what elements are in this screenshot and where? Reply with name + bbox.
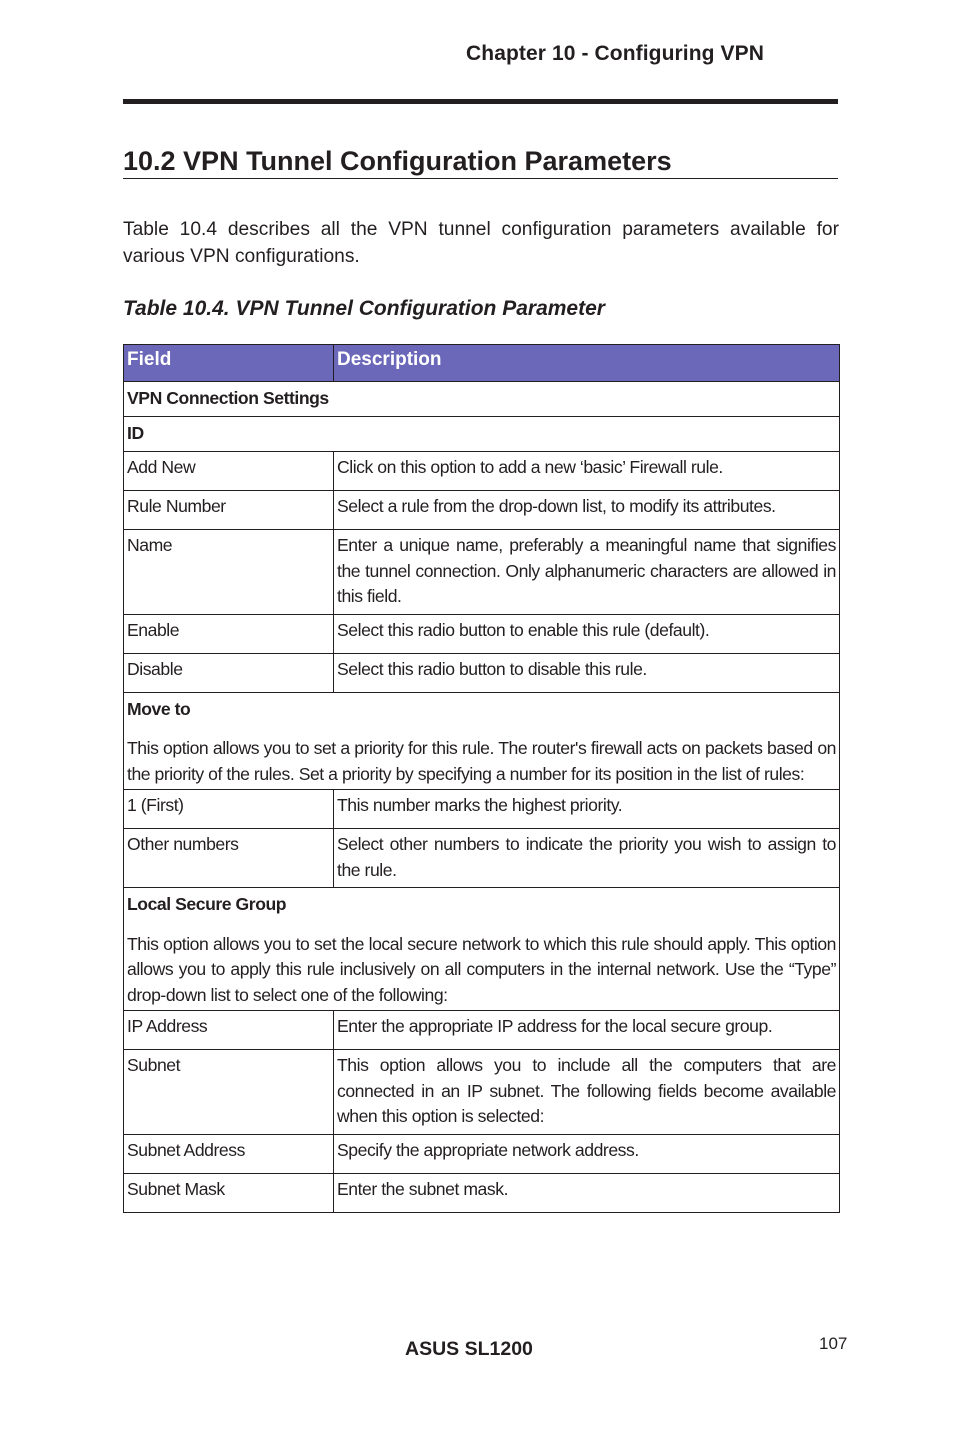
description-cell: Enter the subnet mask. — [334, 1173, 840, 1212]
header-rule — [123, 99, 838, 104]
field-cell: IP Address — [124, 1011, 334, 1050]
field-cell: Other numbers — [124, 829, 334, 888]
table-row — [124, 1011, 840, 1050]
group-description: This option allows you to set a priority for this rule. The router's firewall acts on packets based on the priority of the rules. Set a priority by specifying a number for its position in the list of rules: — [127, 738, 836, 784]
field-cell: 1 (First) — [124, 790, 334, 829]
description-cell: Specify the appropriate network address. — [334, 1134, 840, 1173]
chapter-header: Chapter 10 - Configuring VPN — [466, 42, 764, 65]
table-row — [124, 491, 840, 530]
field-cell: Subnet Mask — [124, 1173, 334, 1212]
group-local-secure-group — [124, 888, 840, 1011]
table-row — [124, 1050, 840, 1135]
description-cell: Click on this option to add a new ‘basic’ Firewall rule. — [334, 452, 840, 491]
table-row — [124, 1134, 840, 1173]
table-row — [124, 452, 840, 491]
table-caption: Table 10.4. VPN Tunnel Configuration Parameter — [123, 297, 605, 320]
field-cell: Add New — [124, 452, 334, 491]
description-cell: Select this radio button to disable this rule. — [334, 653, 840, 692]
group-title: Local Secure Group — [127, 894, 287, 914]
group-row — [124, 692, 840, 790]
group-move-to — [124, 692, 840, 790]
table-row — [124, 653, 840, 692]
parameters-table — [123, 344, 840, 1213]
field-cell: Rule Number — [124, 491, 334, 530]
group-id: ID — [124, 417, 840, 452]
intro-paragraph: Table 10.4 describes all the VPN tunnel configuration parameters available for various VPN configurations. — [123, 219, 839, 267]
group-row — [124, 417, 840, 452]
table-row — [124, 790, 840, 829]
column-header-field: Field — [124, 345, 334, 382]
table-row — [124, 1173, 840, 1212]
table-row — [124, 530, 840, 615]
group-row — [124, 382, 840, 417]
field-cell: Disable — [124, 653, 334, 692]
field-cell: Enable — [124, 614, 334, 653]
description-cell: Enter a unique name, preferably a meaningful name that signifies the tunnel connection. Only alphanumeric characters are allowed in this field. — [334, 530, 840, 615]
section-title: 10.2 VPN Tunnel Configuration Parameters — [123, 145, 838, 179]
description-cell: Enter the appropriate IP address for the local secure group. — [334, 1011, 840, 1050]
footer-product: ASUS SL1200 — [405, 1338, 533, 1360]
table-row — [124, 614, 840, 653]
field-cell: Name — [124, 530, 334, 615]
page-number: 107 — [819, 1334, 848, 1353]
group-description: This option allows you to set the local secure network to which this rule should apply. This option allows you to apply this rule inclusively on all computers in the internal network. Use the “Type” drop-down list to select one of the following: — [127, 933, 836, 1005]
description-cell: This number marks the highest priority. — [334, 790, 840, 829]
field-cell: Subnet — [124, 1050, 334, 1135]
description-cell: Select other numbers to indicate the priority you wish to assign to the rule. — [334, 829, 840, 888]
group-title: Move to — [127, 698, 191, 719]
group-row — [124, 888, 840, 1011]
description-cell: Select this radio button to enable this rule (default). — [334, 614, 840, 653]
field-cell: Subnet Address — [124, 1134, 334, 1173]
group-vpn-connection-settings: VPN Connection Settings — [124, 382, 840, 417]
description-cell: This option allows you to include all the computers that are connected in an IP subnet. The following fields become available when this option is selected: — [334, 1050, 840, 1135]
column-header-description: Description — [334, 345, 840, 382]
table-header-row — [124, 345, 840, 382]
description-cell: Select a rule from the drop-down list, to modify its attributes. — [334, 491, 840, 530]
table-row — [124, 829, 840, 888]
